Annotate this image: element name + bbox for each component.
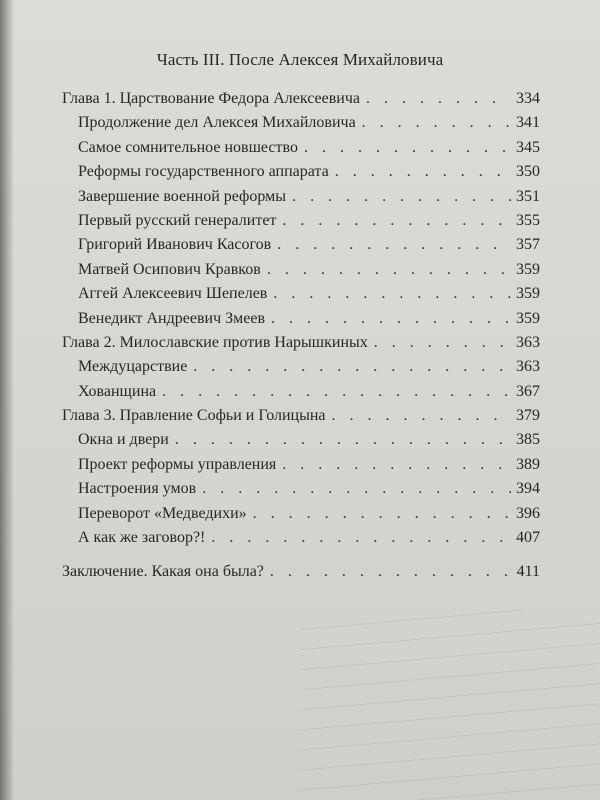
dot-leader — [374, 334, 511, 352]
toc-section-row — [62, 456, 540, 480]
dot-leader — [366, 90, 511, 108]
toc-page-number: 385 — [516, 431, 540, 449]
dot-leader — [362, 114, 511, 132]
toc-section-row — [62, 505, 540, 529]
toc-entry-title: Реформы государственного аппарата — [78, 163, 329, 181]
spine-shadow — [0, 0, 14, 800]
toc-entry-title: Первый русский генералитет — [78, 211, 277, 229]
toc-entry-title: Окна и двери — [78, 431, 169, 449]
toc-page-number: 363 — [516, 333, 540, 351]
toc-entry-title: Переворот «Медведихи» — [78, 504, 247, 522]
toc-section-row — [62, 236, 540, 260]
dot-leader — [162, 383, 511, 401]
part-title: Часть III. После Алексея Михайловича — [156, 50, 444, 69]
dot-leader — [273, 285, 511, 303]
toc-section-row — [62, 431, 540, 455]
toc-section-row — [62, 163, 540, 187]
toc-entry-title: Самое сомнительное новшество — [78, 138, 298, 156]
toc-entry-title: Глава 1. Царствование Федора Алексеевича — [62, 90, 360, 107]
toc-page-number: 363 — [516, 358, 540, 376]
toc-page-number: 345 — [516, 138, 540, 156]
toc-page-number: 359 — [516, 260, 540, 278]
dot-leader — [332, 407, 511, 425]
dot-leader — [292, 188, 511, 206]
toc-entry-title: Завершение военной реформы — [78, 187, 287, 205]
toc-section-row — [62, 188, 540, 212]
toc-entry-title: Заключение. Какая она была? — [62, 563, 264, 581]
toc-page-number: 350 — [516, 163, 540, 181]
dot-leader — [253, 505, 511, 523]
dot-leader — [271, 310, 511, 328]
toc-chapter-row — [62, 407, 540, 431]
toc-section-row — [62, 310, 540, 334]
toc-entry-title: Матвей Осипович Кравков — [78, 260, 261, 278]
toc-page-number: 351 — [516, 187, 540, 205]
toc-entry-title: Хованщина — [78, 382, 157, 400]
dot-leader — [202, 480, 511, 498]
dot-leader — [335, 163, 511, 181]
toc-page-number: 334 — [516, 90, 540, 107]
show-through-text — [300, 610, 600, 800]
dot-leader — [270, 563, 511, 581]
toc-page-number: 355 — [516, 211, 540, 229]
toc-page-number: 394 — [516, 480, 540, 498]
toc-entry-title: Настроения умов — [78, 480, 197, 498]
toc-section-row — [62, 212, 540, 236]
toc-section-row — [62, 139, 540, 163]
toc-page-number: 379 — [516, 407, 540, 425]
toc-chapter-row — [62, 334, 540, 358]
toc-entry-title: Междуцарствие — [78, 358, 188, 376]
toc-page-number: 359 — [516, 309, 540, 327]
toc-section-row — [62, 383, 540, 407]
dot-leader — [175, 431, 511, 449]
toc-chapter-row — [62, 563, 540, 587]
table-of-contents — [62, 90, 540, 588]
dot-leader — [282, 212, 511, 230]
toc-entry-title: Проект реформы управления — [78, 455, 277, 473]
dot-leader — [193, 358, 511, 376]
toc-page-number: 341 — [516, 114, 540, 132]
dot-leader — [277, 236, 511, 254]
toc-page-number: 357 — [516, 236, 540, 254]
toc-section-row — [62, 285, 540, 309]
toc-section-row — [62, 261, 540, 285]
dot-leader — [304, 139, 511, 157]
toc-page-number: 389 — [516, 455, 540, 473]
toc-page-number: 411 — [516, 563, 540, 581]
toc-entry-title: Григорий Иванович Касогов — [78, 236, 272, 254]
dot-leader — [267, 261, 511, 279]
toc-page-number: 359 — [516, 285, 540, 303]
toc-section-row — [62, 480, 540, 504]
toc-entry-title: А как же заговор?! — [78, 529, 206, 547]
toc-section-row — [62, 114, 540, 138]
toc-page-number: 396 — [516, 504, 540, 522]
dot-leader — [282, 456, 511, 474]
dot-leader — [211, 529, 511, 547]
toc-entry-title: Аггей Алексеевич Шепелев — [78, 285, 268, 303]
toc-entry-title: Глава 2. Милославские против Нарышкиных — [62, 333, 368, 351]
toc-section-row — [62, 529, 540, 553]
toc-page-number: 367 — [516, 382, 540, 400]
toc-page-number: 407 — [516, 529, 540, 547]
toc-entry-title: Венедикт Андреевич Змеев — [78, 309, 266, 327]
toc-entry-title: Продолжение дел Алексея Михайловича — [78, 114, 356, 132]
toc-entry-title: Глава 3. Правление Софьи и Голицына — [62, 407, 326, 425]
toc-chapter-row — [62, 90, 540, 114]
toc-section-row — [62, 358, 540, 382]
